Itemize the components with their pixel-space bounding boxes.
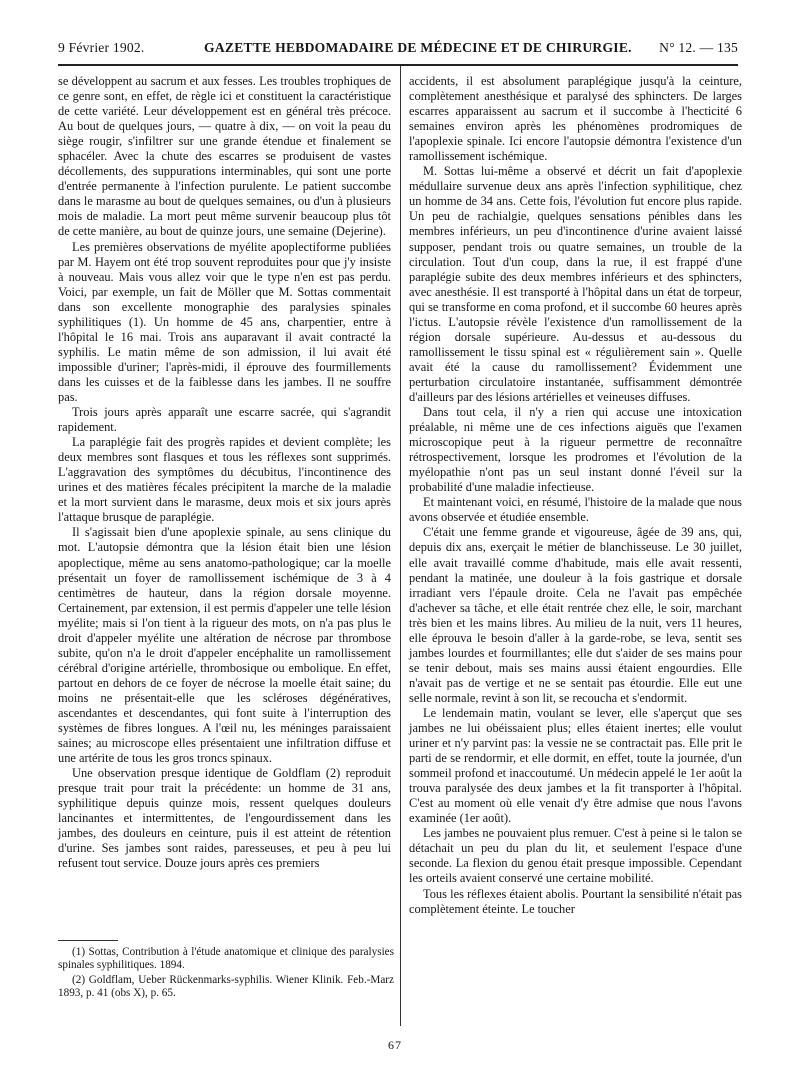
paragraph: Et maintenant voici, en résumé, l'histoire de la malade que nous avons observée et étudiée ensemble.: [409, 495, 742, 525]
journal-title: GAZETTE HEBDOMADAIRE DE MÉDECINE ET DE CHIRURGIE.: [204, 40, 632, 55]
running-header: [58, 38, 738, 60]
footnote-separator: [58, 940, 118, 941]
column-divider: [400, 66, 401, 1026]
paragraph: Une observation presque identique de Goldflam (2) reproduit presque trait pour trait la précédente: un homme de 31 ans, syphilitique depuis quinze mois, ressent quelques douleurs lancinantes et intermittentes, de l'engourdissement dans les jambes, des douleurs en ceinture, puis il est atteint de rétention d'urine. Ses jambes sont raides, paresseuses, et peu à peu lui refusent tout service. Douze jours après ces premiers: [58, 766, 391, 871]
paragraph: accidents, il est absolument paraplégique jusqu'à la ceinture, complètement anesthésique et paralysé des sphincters. De larges escarres apparaissent au sacrum et il succombe à l'hecticité 6 semaines environ après les phénomènes prodromiques de l'apoplexie spinale. Ici encore l'autopsie démontra l'existence d'un ramollissement ischémique.: [409, 74, 742, 164]
page-number: 67: [388, 1038, 402, 1052]
paragraph: Trois jours après apparaît une escarre sacrée, qui s'agrandit rapidement.: [58, 405, 391, 435]
footnote: (1) Sottas, Contribution à l'étude anatomique et clinique des paralysies spinales syphilitiques. 1894.: [58, 946, 394, 972]
paragraph: M. Sottas lui-même a observé et décrit un fait d'apoplexie médullaire survenue deux ans après l'infection syphilitique, chez un homme de 34 ans. Cette fois, l'évolution fut encore plus rapide. Un peu de rachialgie, quelques sensations pénibles dans les membres inférieurs, un peu d'incontinence d'urine avaient laissé supposer, pendant trois ou quatre semaines, un trouble de la circulation. Tout d'un coup, dans la rue, il est frappé d'une paraplégie subite des deux membres inférieurs et des sphincters, avec anesthésie. Il est transporté à l'hôpital dans un état de torpeur, qui se transforme en coma profond, et il succombe 60 heures après l'ictus. L'autopsie révèle l'existence d'un ramollissement de la région dorsale supérieure. Au-dessus et au-dessous du ramollissement le tissu spinal est « régulièrement sain ». Quelle avait été la cause du ramollissement? Évidemment une perturbation circulatoire instantanée, suffisamment démontrée d'ailleurs par des lésions artérielles et veineuses diffuses.: [409, 164, 742, 404]
left-column: [58, 74, 391, 871]
paragraph: Dans tout cela, il n'y a rien qui accuse une intoxication préalable, ni même une de ces infections aiguës que l'examen microscopique peut à la rigueur permettre de reconnaître rétrospectivement, lorsque les prodromes et l'évolution de la myélopathie n'ont pas un seul instant donné l'éveil sur la probabilité d'une maladie infectieuse.: [409, 405, 742, 495]
right-column: [409, 74, 742, 917]
paragraph: C'était une femme grande et vigoureuse, âgée de 39 ans, qui, depuis dix ans, exerçait le métier de blanchisseuse. Le 30 juillet, elle avait travaillé comme d'habitude, mais elle avait ressenti, pendant la matinée, une douleur à la fois gastrique et dorsale irradiant vers l'épaule droite. Cela ne l'avait pas empêchée d'achever sa tâche, et elle était rentrée chez elle, le soir, marchant très bien et les mains libres. Au milieu de la nuit, vers 11 heures, elle éprouva le besoin d'aller à la garde-robe, se leva, sentit ses jambes lourdes et fourmillantes; elle dut s'aider de ses mains pour se tenir debout, mais ses mains aussi étaient engourdies. Elle n'avait pas de vertige et ne se sentait pas étourdie. Elle eut une selle normale, revint à son lit, se recoucha et s'endormit.: [409, 525, 742, 705]
paragraph: Le lendemain matin, voulant se lever, elle s'aperçut que ses jambes ne lui obéissaient plus; elles étaient inertes; elle voulut uriner et n'y parvint pas: la vessie ne se contractait pas. Elle prit le parti de se rendormir, et elle dormit, en effet, toute la journée, d'un sommeil profond et inaccoutumé. Un médecin appelé le 1er août la trouva paralysée des deux jambes et la fit transporter à l'hôpital. C'est au moment où elle venait d'y être admise que nous l'avons examinée (1er août).: [409, 705, 742, 826]
paragraph: Il s'agissait bien d'une apoplexie spinale, au sens clinique du mot. L'autopsie démontra que la lésion était bien une lésion apoplectique, même au sens anatomo-pathologique; car la moelle présentait un foyer de ramollissement ischémique de 3 à 4 centimètres de hauteur, dans la région dorsale moyenne. Certainement, par extension, il est permis d'appeler une telle lésion myélite; mais si l'on tient à la rigueur des mots, on n'a pas plus le droit d'appeler myélite une altération de nécrose par thrombose subite, qu'on n'a le droit d'appeler encéphalite un ramollissement cérébral d'origine artérielle, thrombosique ou embolique. En effet, partout en dehors de ce foyer de nécrose la moelle était saine; du moins ne présentait-elle que les scléroses dégénératives, ascendantes et descendantes, qui font suite à l'interruption des systèmes de fibres longues. A l'œil nu, les méninges paraissaient saines; au microscope elles présentaient une infiltration diffuse et une artérite de tous les gros troncs spinaux.: [58, 525, 391, 766]
paragraph: Les jambes ne pouvaient plus remuer. C'est à peine si le talon se détachait un peu du plan du lit, et seulement l'espace d'une seconde. La flexion du genou était presque impossible. Cependant les orteils avaient conservé une certaine mobilité.: [409, 826, 742, 886]
paragraph: Les premières observations de myélite apoplectiforme publiées par M. Hayem ont été trop souvent reproduites pour que j'y insiste à nouveau. Mais vous allez voir que le type n'en est pas perdu. Voici, par exemple, un fait de Möller que M. Sottas commentait dans son excellente monographie des paralysies spinales syphilitiques (1). Un homme de 45 ans, charpentier, entre à l'hôpital le 16 mai. Trois ans auparavant il avait contracté la syphilis. Le matin même de son admission, il lui avait été impossible d'uriner; l'après-midi, il éprouve des fourmillements dans les cuisses et de la faiblesse dans les jambes. Il ne souffre pas.: [58, 239, 391, 404]
footnotes: [58, 946, 394, 1002]
header-date: 9 Février 1902.: [58, 40, 145, 55]
issue-page-number: N° 12. — 135: [659, 40, 738, 55]
footnote: (2) Goldflam, Ueber Rückenmarks-syphilis. Wiener Klinik. Feb.-Marz 1893, p. 41 (obs X), p. 65.: [58, 973, 394, 1000]
paragraph: Tous les réflexes étaient abolis. Pourtant la sensibilité n'était pas complètement éteinte. Le toucher: [409, 886, 742, 916]
header-rule: [58, 64, 738, 66]
paragraph: La paraplégie fait des progrès rapides et devient complète; les deux membres sont flasques et tous les réflexes sont supprimés. L'aggravation des symptômes du décubitus, l'incontinence des urines et des matières fécales précipitent la marche de la maladie et la mort survient dans le marasme, deux mois et six jours après l'attaque brusque de paraplégie.: [58, 435, 391, 525]
paragraph: se développent au sacrum et aux fesses. Les troubles trophiques de ce genre sont, en effet, de règle ici et constituent la caractéristique de cette variété. Leur développement est en général très précoce. Au bout de quelques jours, — quatre à dix, — on voit la peau du siège rougir, s'infiltrer sur une grande étendue et finalement se sphacéler. Avec la chute des escarres se produisent de vastes décollements, des suppurations interminables, qui sont une porte d'entrée permanente à l'infection purulente. Le patient succombe dans le marasme au bout de quelques semaines, ou d'un à plusieurs mois de maladie. La mort peut même survenir beaucoup plus tôt de cette manière, au bout de quinze jours, une semaine (Dejerine).: [58, 74, 391, 239]
